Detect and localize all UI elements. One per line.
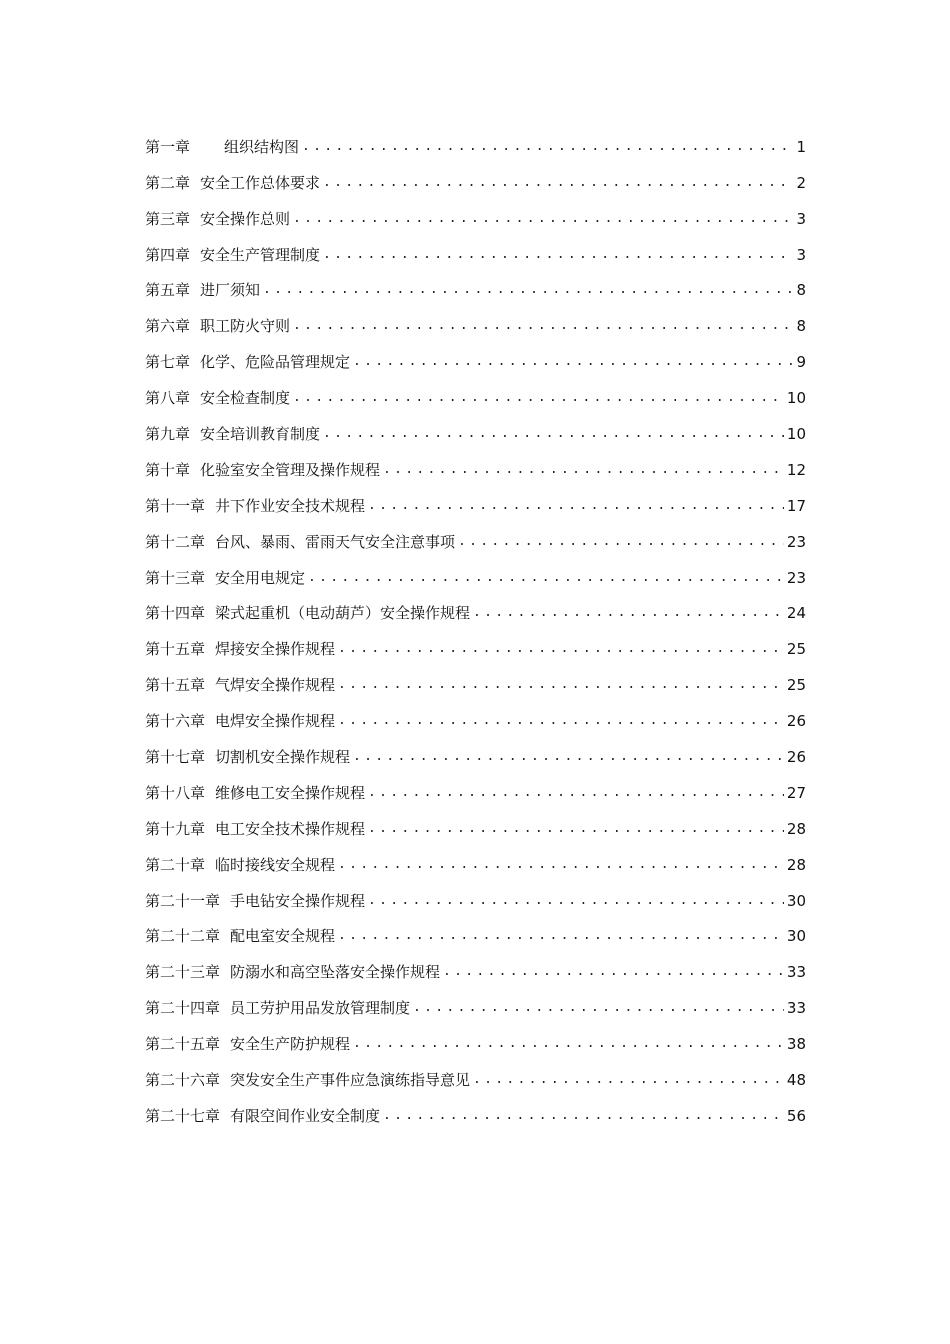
page-number: 30 (786, 927, 806, 946)
chapter-number: 第十五章 (145, 640, 206, 659)
toc-entry[interactable] (145, 480, 806, 516)
toc-entry[interactable] (145, 1090, 806, 1126)
dot-leader (263, 280, 793, 300)
toc-entry[interactable] (145, 875, 806, 911)
toc-entry[interactable] (145, 372, 806, 408)
page-number: 1 (796, 137, 806, 156)
dot-leader (293, 388, 784, 408)
chapter-title: 临时接线安全规程 (215, 855, 336, 874)
chapter-title: 电工安全技术操作规程 (215, 819, 366, 838)
chapter-number: 第十章 (145, 460, 191, 479)
page-number: 26 (786, 748, 806, 767)
page-number: 2 (796, 173, 806, 192)
toc-entry[interactable] (145, 193, 806, 229)
toc-entry[interactable] (145, 803, 806, 839)
dot-leader (323, 173, 793, 193)
page-number: 33 (786, 963, 806, 982)
chapter-number: 第二十二章 (145, 927, 221, 946)
chapter-number: 第十四章 (145, 604, 206, 623)
chapter-number: 第六章 (145, 317, 191, 336)
page-number: 23 (786, 532, 806, 551)
chapter-title: 焊接安全操作规程 (215, 640, 336, 659)
dot-leader (338, 855, 784, 875)
page-number: 56 (786, 1106, 806, 1125)
page-number: 12 (786, 460, 806, 479)
dot-leader (473, 603, 784, 623)
chapter-title: 进厂须知 (200, 281, 261, 300)
toc-entry[interactable] (145, 911, 806, 947)
page-number: 10 (786, 425, 806, 444)
page-number: 25 (786, 676, 806, 695)
dot-leader (353, 1034, 784, 1054)
chapter-number: 第二十四章 (145, 999, 221, 1018)
chapter-title: 安全培训教育制度 (200, 425, 321, 444)
chapter-title: 安全生产管理制度 (200, 245, 321, 264)
chapter-title: 化验室安全管理及操作规程 (200, 460, 381, 479)
chapter-title: 化学、危险品管理规定 (200, 353, 351, 372)
page-number: 33 (786, 999, 806, 1018)
chapter-number: 第二十六章 (145, 1071, 221, 1090)
chapter-title: 手电钻安全操作规程 (230, 891, 366, 910)
chapter-number: 第一章 (145, 137, 191, 156)
chapter-title: 气焊安全操作规程 (215, 676, 336, 695)
page-number: 24 (786, 604, 806, 623)
chapter-number: 第二十七章 (145, 1106, 221, 1125)
chapter-number: 第三章 (145, 209, 191, 228)
chapter-title: 电焊安全操作规程 (215, 712, 336, 731)
dot-leader (338, 711, 784, 731)
dot-leader (293, 316, 793, 336)
toc-entry[interactable] (145, 157, 806, 193)
dot-leader (338, 675, 784, 695)
dot-leader (323, 424, 784, 444)
page-number: 28 (786, 819, 806, 838)
page-number: 3 (796, 245, 806, 264)
toc-entry[interactable] (145, 623, 806, 659)
page-number: 25 (786, 640, 806, 659)
chapter-number: 第十二章 (145, 532, 206, 551)
chapter-title: 台风、暴雨、雷雨天气安全注意事项 (215, 532, 456, 551)
dot-leader (458, 532, 784, 552)
chapter-number: 第五章 (145, 281, 191, 300)
dot-leader (383, 460, 784, 480)
dot-leader (293, 209, 793, 229)
page-number: 26 (786, 712, 806, 731)
chapter-title: 员工劳护用品发放管理制度 (230, 999, 411, 1018)
page-number: 10 (786, 389, 806, 408)
chapter-number: 第二十章 (145, 855, 206, 874)
toc-entry[interactable] (145, 1054, 806, 1090)
chapter-number: 第十七章 (145, 748, 206, 767)
toc-entry[interactable] (145, 839, 806, 875)
dot-leader (383, 1106, 784, 1126)
toc-entry[interactable] (145, 659, 806, 695)
toc-entry[interactable] (145, 300, 806, 336)
dot-leader (323, 245, 793, 265)
page-number: 28 (786, 855, 806, 874)
dot-leader (368, 783, 784, 803)
toc-entry[interactable] (145, 265, 806, 301)
toc-entry[interactable] (145, 946, 806, 982)
dot-leader (353, 747, 784, 767)
page-number: 17 (786, 496, 806, 515)
toc-entry[interactable] (145, 552, 806, 588)
chapter-title: 安全用电规定 (215, 568, 306, 587)
dot-leader (302, 137, 793, 157)
chapter-number: 第十一章 (145, 496, 206, 515)
chapter-number: 第十五章 (145, 676, 206, 695)
chapter-title: 职工防火守则 (200, 317, 291, 336)
dot-leader (338, 926, 784, 946)
chapter-title: 组织结构图 (224, 137, 300, 156)
toc-entry[interactable] (145, 444, 806, 480)
toc-entry[interactable] (145, 336, 806, 372)
chapter-number: 第九章 (145, 425, 191, 444)
chapter-title: 防溺水和高空坠落安全操作规程 (230, 963, 441, 982)
chapter-number: 第八章 (145, 389, 191, 408)
chapter-title: 安全检查制度 (200, 389, 291, 408)
chapter-title: 安全生产防护规程 (230, 1035, 351, 1054)
chapter-number: 第十九章 (145, 819, 206, 838)
chapter-number: 第十六章 (145, 712, 206, 731)
chapter-title: 突发安全生产事件应急演练指导意见 (230, 1071, 471, 1090)
chapter-number: 第十八章 (145, 783, 206, 802)
dot-leader (338, 639, 784, 659)
toc-entry[interactable] (145, 229, 806, 265)
page-number: 3 (796, 209, 806, 228)
chapter-title: 维修电工安全操作规程 (215, 783, 366, 802)
chapter-number: 第七章 (145, 353, 191, 372)
chapter-number: 第二十三章 (145, 963, 221, 982)
chapter-title: 梁式起重机（电动葫芦）安全操作规程 (215, 604, 471, 623)
toc-entry[interactable] (145, 767, 806, 803)
toc-entry[interactable] (145, 121, 806, 157)
page-number: 8 (796, 317, 806, 336)
dot-leader (353, 352, 793, 372)
chapter-title: 安全操作总则 (200, 209, 291, 228)
chapter-title: 井下作业安全技术规程 (215, 496, 366, 515)
chapter-title: 安全工作总体要求 (200, 173, 321, 192)
chapter-number: 第四章 (145, 245, 191, 264)
chapter-number: 第十三章 (145, 568, 206, 587)
dot-leader (443, 962, 784, 982)
chapter-number: 第二十一章 (145, 891, 221, 910)
chapter-number: 第二十五章 (145, 1035, 221, 1054)
chapter-title: 切割机安全操作规程 (215, 748, 351, 767)
dot-leader (368, 891, 784, 911)
dot-leader (413, 998, 784, 1018)
page-number: 8 (796, 281, 806, 300)
chapter-title: 配电室安全规程 (230, 927, 336, 946)
page-number: 30 (786, 891, 806, 910)
toc-entry[interactable] (145, 731, 806, 767)
toc-entry[interactable] (145, 695, 806, 731)
toc-entry[interactable] (145, 1018, 806, 1054)
page-number: 38 (786, 1035, 806, 1054)
toc-entry[interactable] (145, 408, 806, 444)
dot-leader (308, 568, 784, 588)
dot-leader (368, 819, 784, 839)
toc-entry[interactable] (145, 588, 806, 624)
page-number: 48 (786, 1071, 806, 1090)
chapter-number: 第二章 (145, 173, 191, 192)
chapter-title: 有限空间作业安全制度 (230, 1106, 381, 1125)
page-number: 27 (786, 783, 806, 802)
dot-leader (473, 1070, 784, 1090)
page-number: 23 (786, 568, 806, 587)
toc-entry[interactable] (145, 982, 806, 1018)
table-of-contents (145, 121, 806, 1126)
dot-leader (368, 496, 784, 516)
page-number: 9 (796, 353, 806, 372)
toc-entry[interactable] (145, 516, 806, 552)
